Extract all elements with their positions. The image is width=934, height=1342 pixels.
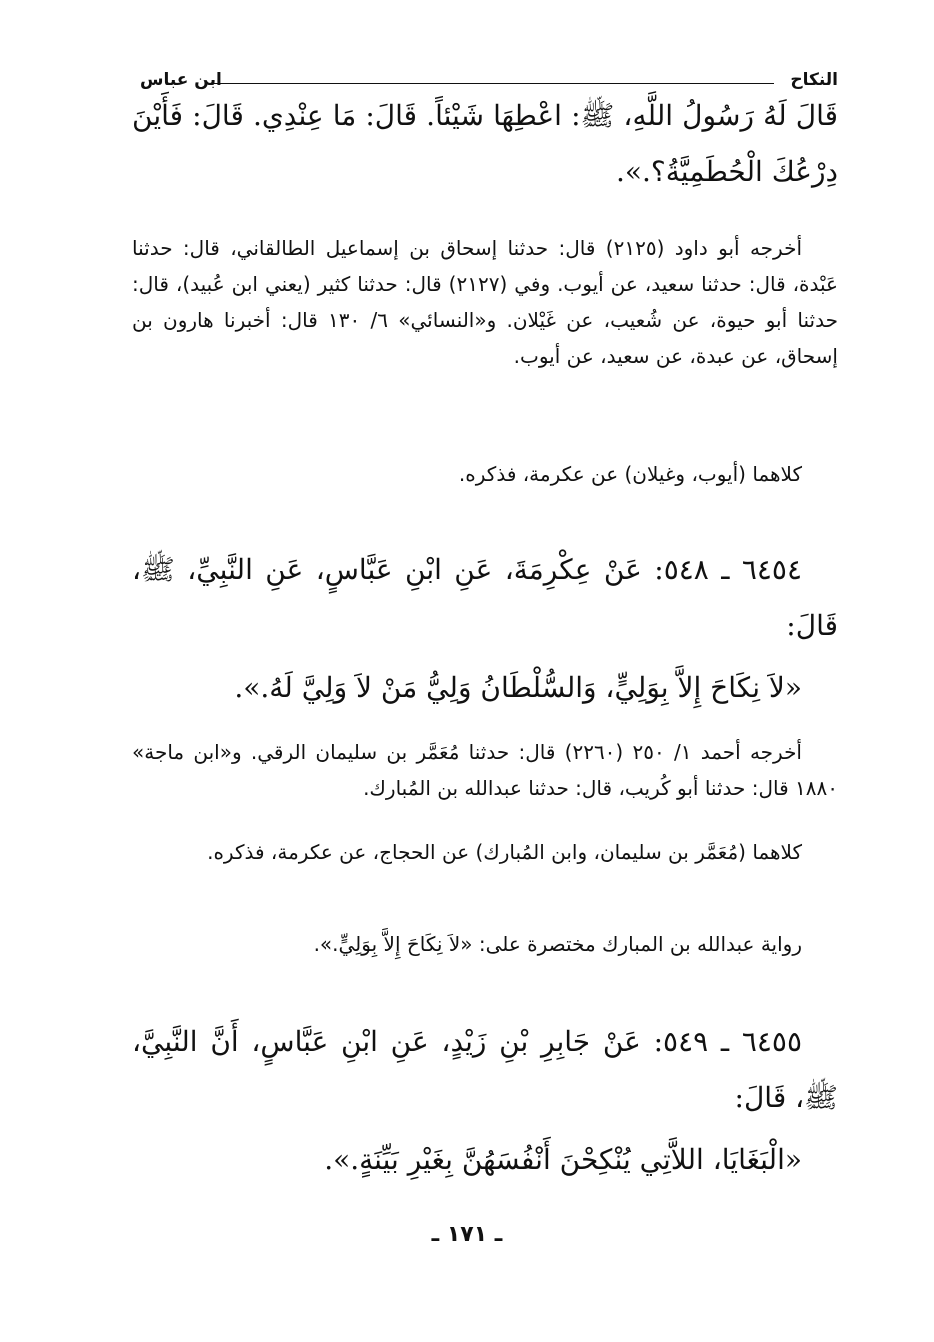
book-title: النكاح xyxy=(790,70,838,90)
note-paragraph-1: كلاهما (أيوب، وغيلان) عن عكرمة، فذكره. xyxy=(458,462,802,486)
header-rule xyxy=(206,83,774,84)
takhrij-paragraph-1: أخرجه أبو داود (٢١٢٥) قال: حدثنا إسحاق بن إسماعيل الطالقاني، قال: حدثنا عَبْدة، قال: حدثنا سعيد، عن أيوب. وفي (٢١٢٧) قال: حدثنا كثير (يعني ابن عُبيد)، قال: حدثنا أبو حيوة، عن شُعيب، عن غَيْلان. و«النسائي» ٦/ ١٣٠ قال: أخبرنا هارون بن إسحاق، عن عبدة، عن سعيد، عن أيوب. xyxy=(132,236,838,368)
hadith-549-heading: ٦٤٥٥ ـ ٥٤٩: عَنْ جَابِرِ بْنِ زَيْدٍ، عَنِ ابْنِ عَبَّاسٍ، أَنَّ النَّبِيَّ، ﷺ، قَالَ: xyxy=(132,1025,838,1114)
note-paragraph-2: كلاهما (مُعَمَّر بن سليمان، وابن المُبارك) عن الحجاج، عن عكرمة، فذكره. xyxy=(207,840,802,864)
section-title: ابن عباس xyxy=(140,70,222,90)
hadith-549-matn: «الْبَغَايَا، اللاَّتِي يُنْكِحْنَ أَنْفُسَهُنَّ بِغَيْرِ بَيِّنَةٍ.». xyxy=(324,1143,802,1176)
hadith-continuation: قَالَ لَهُ رَسُولُ اللَّهِ، ﷺ: اعْطِهَا شَيْئاً. قَالَ: مَا عِنْدِي. قَالَ: فَأَيْنَ دِرْعُكَ الْحُطَمِيَّةُ؟.». xyxy=(132,99,838,188)
page-number: ـ ١٧١ ـ xyxy=(431,1222,503,1247)
note-paragraph-3: رواية عبدالله بن المبارك مختصرة على: «لاَ نِكَاحَ إِلاَّ بِوَلِيٍّ.». xyxy=(313,932,802,956)
takhrij-paragraph-2: أخرجه أحمد ١/ ٢٥٠ (٢٢٦٠) قال: حدثنا مُعَمَّر بن سليمان الرقي. و«ابن ماجة» ١٨٨٠ قال: حدثنا أبو كُريب، قال: حدثنا عبدالله بن المُبارك. xyxy=(132,740,838,800)
hadith-548-matn: «لاَ نِكَاحَ إِلاَّ بِوَلِيٍّ، وَالسُّلْطَانُ وَلِيُّ مَنْ لاَ وَلِيَّ لَهُ.». xyxy=(234,671,802,704)
hadith-548-heading: ٦٤٥٤ ـ ٥٤٨: عَنْ عِكْرِمَةَ، عَنِ ابْنِ عَبَّاسٍ، عَنِ النَّبِيِّ، ﷺ، قَالَ: xyxy=(132,553,838,642)
